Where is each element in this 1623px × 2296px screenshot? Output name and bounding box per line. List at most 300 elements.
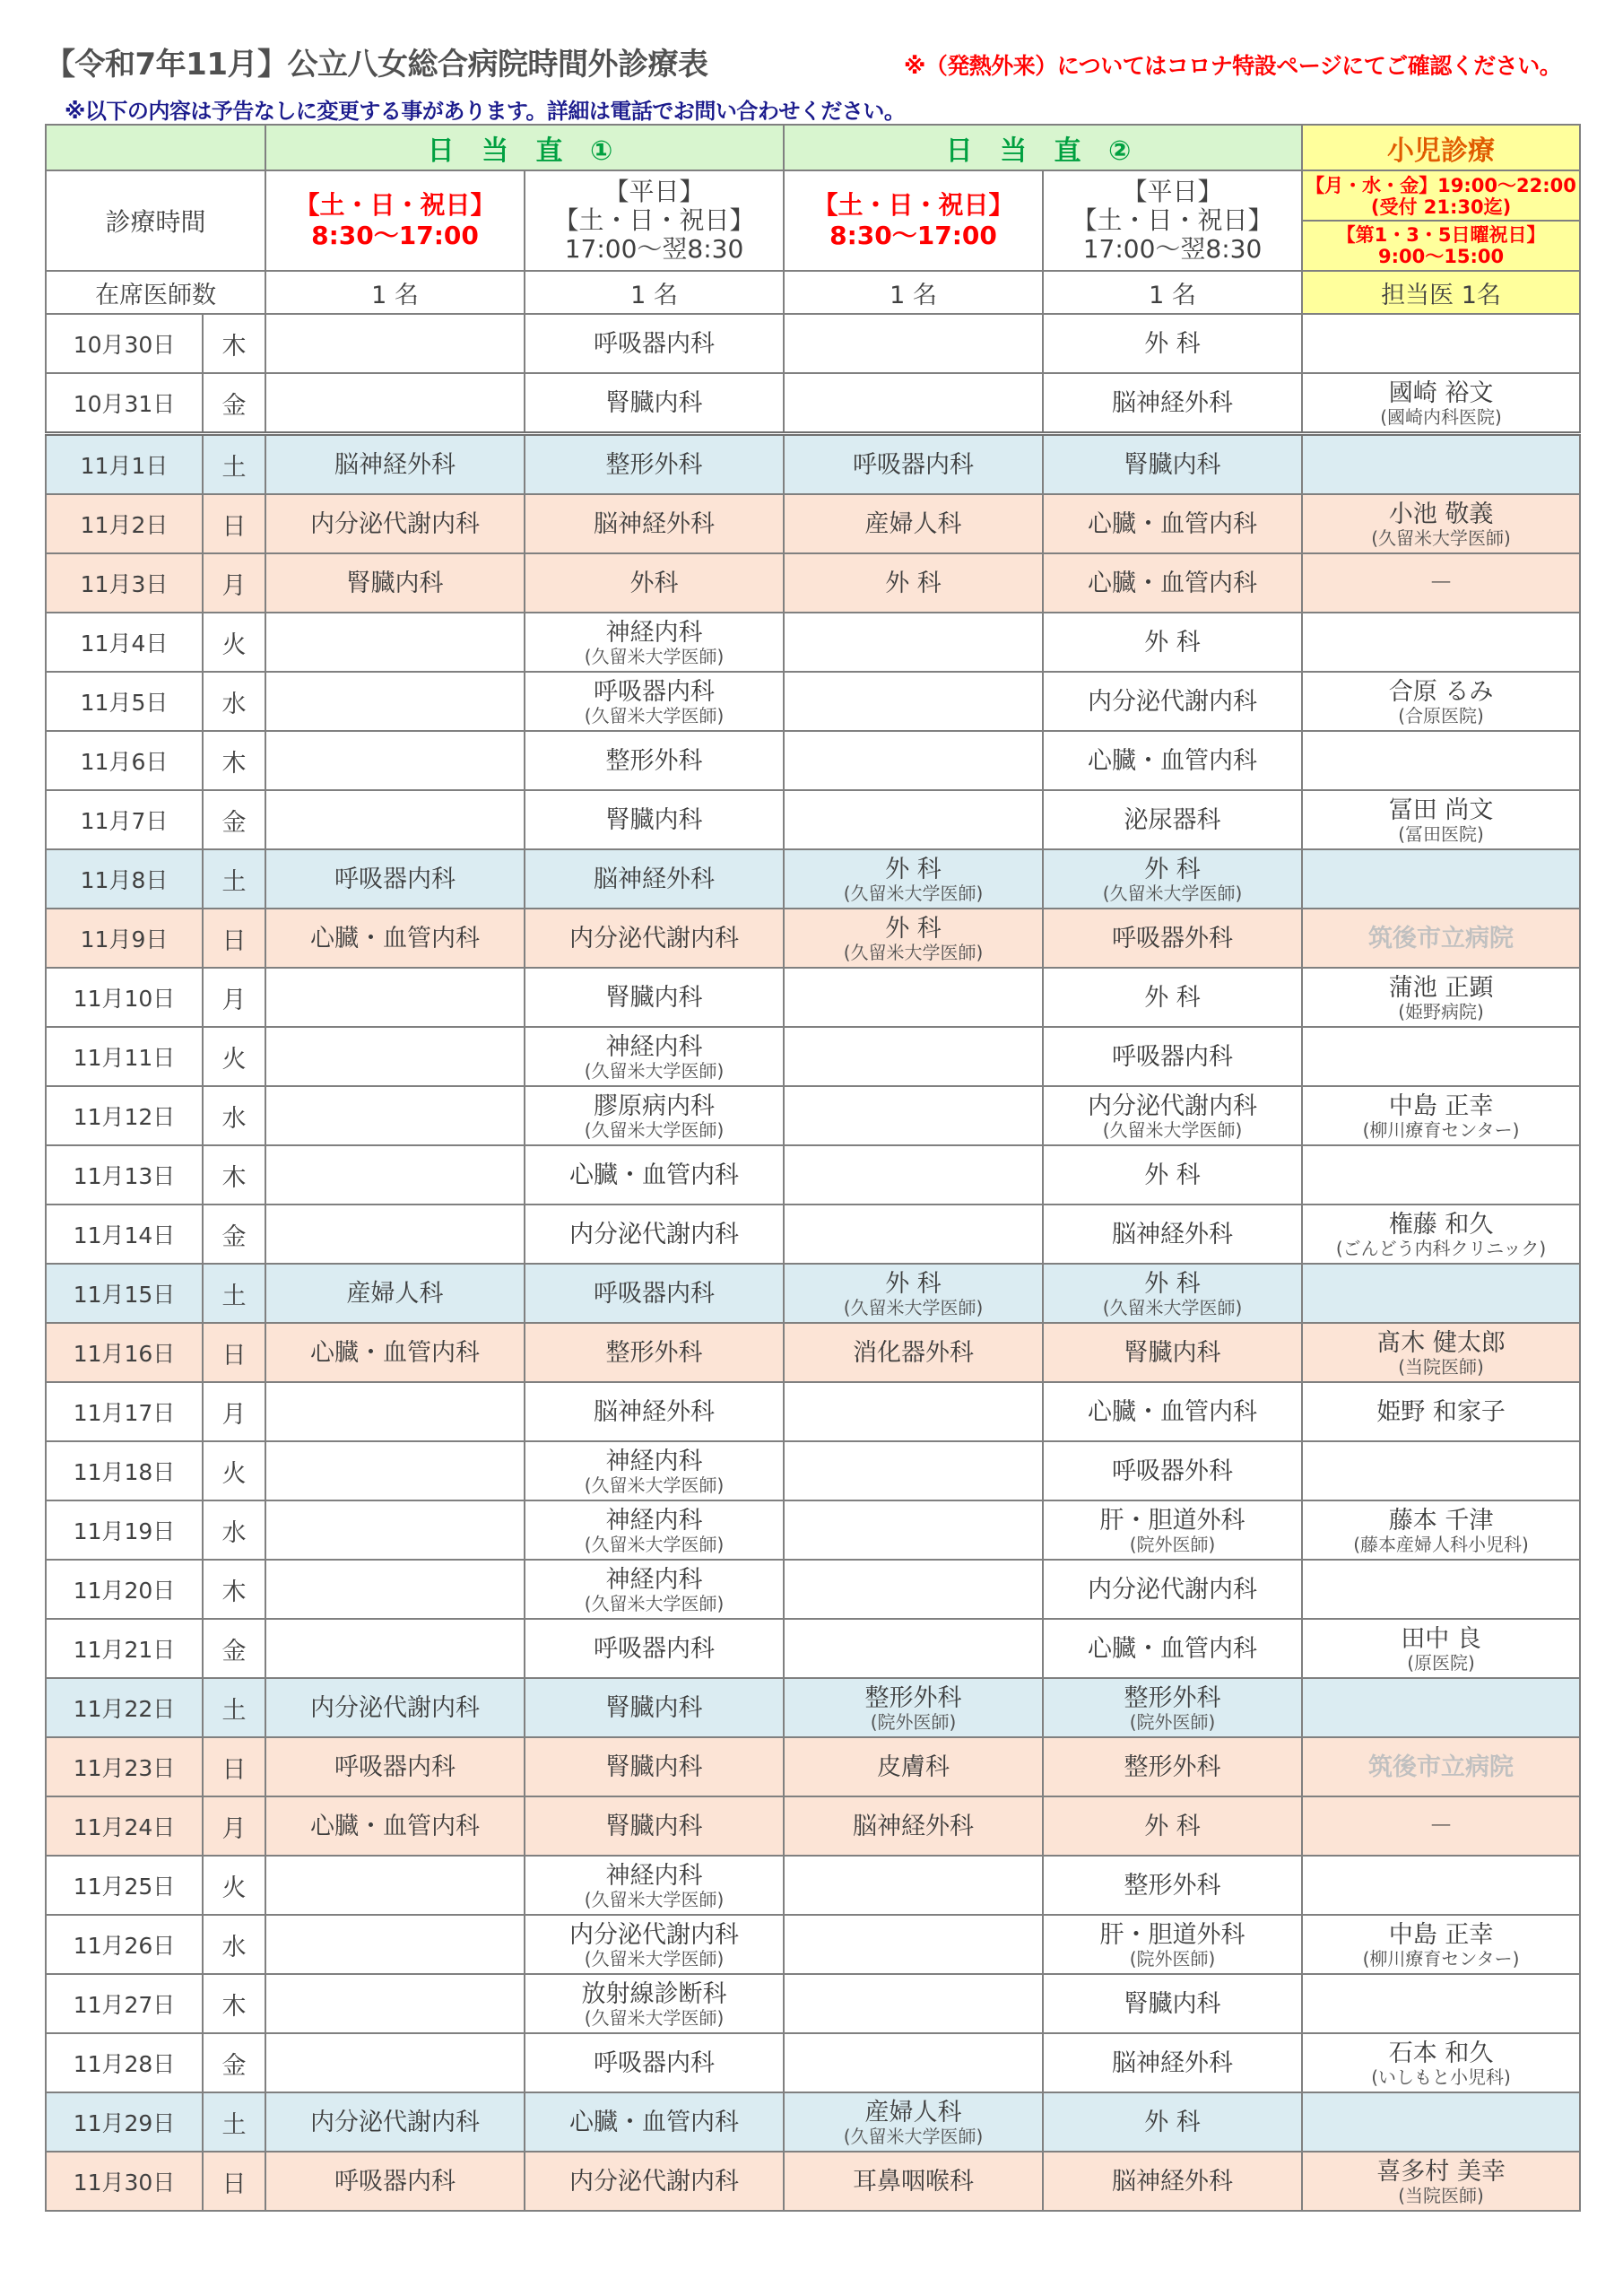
clinic-name: (合原医院)	[1398, 704, 1484, 726]
department-name: 腎臓内科	[1124, 1338, 1221, 1367]
department-name: 外 科	[1144, 1269, 1201, 1298]
department-name: 神経内科	[605, 1565, 703, 1594]
department-name: 呼吸器内科	[594, 1279, 715, 1308]
duty1-night-cell	[525, 553, 784, 613]
pediatric-cell	[1302, 1560, 1580, 1619]
weekday-cell: 水	[203, 1500, 265, 1560]
department-name: 外 科	[1144, 628, 1201, 657]
duty1-label: 日 当 直 ①	[427, 135, 622, 167]
table-row	[46, 434, 1580, 495]
date-cell: 11月27日	[46, 1974, 203, 2033]
duty1-weekend-cell	[265, 613, 525, 672]
table-row	[46, 2092, 1580, 2152]
duty1-night-cell	[525, 849, 784, 909]
doctor-name: －	[1428, 1812, 1454, 1840]
pediatric-cell	[1302, 494, 1580, 553]
duty2-night-cell	[1043, 314, 1302, 373]
department-name: 心臓・血管内科	[310, 924, 480, 952]
department-name: 呼吸器内科	[334, 865, 456, 893]
duty1-night-cell	[525, 1086, 784, 1145]
clinic-name: (ごんどう内科クリニック)	[1335, 1237, 1547, 1259]
doctor-affiliation: (院外医師)	[1129, 1533, 1216, 1555]
department-name: 肝・胆道外科	[1099, 1920, 1245, 1949]
weekday-cell: 木	[203, 1145, 265, 1205]
doctor-affiliation: (久留米大学医師)	[584, 645, 725, 667]
department-name: 腎臓内科	[605, 388, 703, 417]
table-row	[46, 1796, 1580, 1856]
date-cell: 11月5日	[46, 672, 203, 731]
table-row	[46, 1737, 1580, 1796]
weekday-cell: 金	[203, 2033, 265, 2092]
weekday-cell: 木	[203, 314, 265, 373]
department-name: 整形外科	[1124, 1871, 1221, 1900]
doctors-label-cell	[46, 271, 265, 314]
duty1-weekend-cell	[265, 1027, 525, 1086]
department-name: 外 科	[885, 855, 942, 883]
date-cell: 11月10日	[46, 968, 203, 1027]
weekday-cell: 月	[203, 1382, 265, 1441]
duty2-weekend-cell	[784, 731, 1043, 790]
doctor-name: 筑後市立病院	[1368, 1752, 1515, 1781]
duty2-night-cell	[1043, 1915, 1302, 1974]
department-name: 整形外科	[605, 1338, 703, 1367]
duty2-weekend-cell	[784, 1382, 1043, 1441]
department-name: 脳神経外科	[1112, 1220, 1234, 1248]
department-name: 整形外科	[605, 746, 703, 775]
pediatric-cell	[1302, 1382, 1580, 1441]
duty2-night-cell	[1043, 1264, 1302, 1323]
department-name: 外 科	[1144, 1812, 1201, 1840]
department-name: 腎臓内科	[605, 805, 703, 834]
weekday-cell: 土	[203, 434, 265, 495]
duty2-night-cell	[1043, 968, 1302, 1027]
duty2-weekend-cell	[784, 373, 1043, 434]
duty2-night-cell	[1043, 434, 1302, 495]
duty2-hours-night-days: 【土・日・祝日】	[1072, 205, 1273, 235]
weekday-cell: 木	[203, 1974, 265, 2033]
table-row	[46, 1086, 1580, 1145]
weekday-cell: 金	[203, 1619, 265, 1678]
duty1-weekend-cell	[265, 1382, 525, 1441]
duty2-weekend-cell	[784, 2033, 1043, 2092]
weekday-cell: 土	[203, 849, 265, 909]
duty2-hours-weekend-days: 【土・日・祝日】	[812, 190, 1014, 220]
department-name: 外 科	[1144, 855, 1201, 883]
department-name: 呼吸器内科	[594, 1634, 715, 1663]
table-row	[46, 1856, 1580, 1915]
date-cell: 11月16日	[46, 1323, 203, 1382]
date-cell: 11月25日	[46, 1856, 203, 1915]
department-name: 呼吸器内科	[594, 329, 715, 358]
duty1-weekend-cell	[265, 1264, 525, 1323]
department-name: 心臓・血管内科	[569, 2108, 739, 2136]
header-row-groups	[46, 125, 1580, 170]
date-cell: 11月9日	[46, 909, 203, 968]
table-row	[46, 373, 1580, 434]
date-cell: 11月13日	[46, 1145, 203, 1205]
doctor-affiliation: (久留米大学医師)	[584, 2006, 725, 2029]
date-cell: 11月8日	[46, 849, 203, 909]
duty2-weekend-cell	[784, 1915, 1043, 1974]
department-name: 脳神経外科	[594, 1397, 715, 1426]
duty1-night-cell	[525, 2092, 784, 2152]
duty1-weekend-cell	[265, 1086, 525, 1145]
doctor-affiliation: (久留米大学医師)	[584, 1118, 725, 1141]
weekday-cell: 金	[203, 790, 265, 849]
duty2-night-cell	[1043, 909, 1302, 968]
pediatric-cell	[1302, 968, 1580, 1027]
weekday-cell: 日	[203, 909, 265, 968]
duty1-weekend-cell	[265, 1560, 525, 1619]
duty2-weekend-cell	[784, 1027, 1043, 1086]
header-corner	[46, 125, 265, 170]
date-cell: 11月22日	[46, 1678, 203, 1737]
date-cell: 11月2日	[46, 494, 203, 553]
duty1-night-cell	[525, 1145, 784, 1205]
duty2-night-cell	[1043, 494, 1302, 553]
fever-notice: ※（発熱外来）についてはコロナ特設ページにてご確認ください。	[904, 53, 1562, 79]
duty1-weekend-cell	[265, 1619, 525, 1678]
weekday-cell: 土	[203, 1678, 265, 1737]
department-name: 心臓・血管内科	[310, 1338, 480, 1367]
pediatric-cell	[1302, 314, 1580, 373]
date-cell: 11月11日	[46, 1027, 203, 1086]
doctor-name: 中島 正幸	[1388, 1920, 1494, 1949]
department-name: 外 科	[1144, 983, 1201, 1012]
weekday-cell: 火	[203, 1856, 265, 1915]
doctor-name: 國崎 裕文	[1388, 378, 1494, 407]
pediatric-hours-sunday	[1303, 222, 1579, 269]
department-name: 内分泌代謝内科	[569, 1220, 739, 1248]
duty1-night-cell	[525, 373, 784, 434]
department-name: 腎臓内科	[1124, 1989, 1221, 2018]
duty1-weekend-cell	[265, 434, 525, 495]
weekday-cell: 日	[203, 1737, 265, 1796]
department-name: 産婦人科	[864, 2098, 962, 2126]
duty1-night-cell	[525, 434, 784, 495]
pediatric-cell	[1302, 1915, 1580, 1974]
weekday-cell: 金	[203, 1205, 265, 1264]
date-cell: 11月14日	[46, 1205, 203, 1264]
table-row	[46, 1027, 1580, 1086]
duty2-weekend-cell	[784, 672, 1043, 731]
duty2-weekend-cell	[784, 494, 1043, 553]
duty2-weekend-cell	[784, 1264, 1043, 1323]
duty1-weekend-cell	[265, 373, 525, 434]
duty2-hours-night	[1043, 170, 1302, 271]
table-row	[46, 494, 1580, 553]
duty1-hours-weekend-days: 【土・日・祝日】	[294, 190, 496, 220]
duty2-night-cell	[1043, 1323, 1302, 1382]
department-name: 整形外科	[864, 1683, 962, 1712]
table-row	[46, 672, 1580, 731]
weekday-cell: 火	[203, 1027, 265, 1086]
date-cell: 10月30日	[46, 314, 203, 373]
duty2-weekend-cell	[784, 1441, 1043, 1500]
weekday-cell: 水	[203, 672, 265, 731]
doctor-affiliation: (久留米大学医師)	[584, 1533, 725, 1555]
department-name: 腎臓内科	[605, 1693, 703, 1722]
department-name: 肝・胆道外科	[1099, 1506, 1245, 1535]
header-row-hours	[46, 170, 1580, 271]
department-name: 耳鼻咽喉科	[853, 2167, 975, 2196]
duty2-night-cell	[1043, 1027, 1302, 1086]
duty2-night-cell	[1043, 2033, 1302, 2092]
doctor-name: 石本 和久	[1388, 2039, 1494, 2067]
duty1-weekend-cell	[265, 1796, 525, 1856]
duty2-night-cell	[1043, 1086, 1302, 1145]
date-cell: 11月4日	[46, 613, 203, 672]
duty2-weekend-cell	[784, 2092, 1043, 2152]
duty2-weekend-cell	[784, 1323, 1043, 1382]
pediatric-cell	[1302, 1145, 1580, 1205]
duty2-hours-weekend	[784, 170, 1043, 271]
pediatric-cell	[1302, 613, 1580, 672]
duty2-night-cell	[1043, 1619, 1302, 1678]
schedule-table	[45, 124, 1581, 2212]
duty2-weekend-cell	[784, 1560, 1043, 1619]
department-name: 心臓・血管内科	[310, 1812, 480, 1840]
table-row	[46, 1560, 1580, 1619]
table-row	[46, 1915, 1580, 1974]
duty2-night-cell	[1043, 1441, 1302, 1500]
duty2-night-cell	[1043, 1678, 1302, 1737]
duty2-hours-night-weekday: 【平日】	[1122, 177, 1223, 206]
duty1-night-cell	[525, 968, 784, 1027]
pediatric-hours-weekday-time: 【月・水・金】19:00～22:00	[1306, 174, 1576, 196]
page-title: 【令和7年11月】公立八女総合病院時間外診療表	[45, 47, 708, 83]
department-name: 産婦人科	[864, 509, 962, 538]
weekday-cell: 木	[203, 1560, 265, 1619]
weekday-cell: 木	[203, 731, 265, 790]
table-row	[46, 1619, 1580, 1678]
duty2-night-cell	[1043, 613, 1302, 672]
duty2-night-cell	[1043, 1856, 1302, 1915]
pediatric-cell	[1302, 1500, 1580, 1560]
department-name: 産婦人科	[346, 1279, 444, 1308]
date-cell: 11月19日	[46, 1500, 203, 1560]
duty1-weekend-count	[265, 271, 525, 314]
department-name: 膠原病内科	[594, 1091, 715, 1120]
doctor-affiliation: (久留米大学医師)	[584, 1474, 725, 1496]
doctor-affiliation: (久留米大学医師)	[1102, 882, 1243, 904]
duty2-night-cell	[1043, 1205, 1302, 1264]
date-cell: 10月31日	[46, 373, 203, 434]
weekday-cell: 水	[203, 1086, 265, 1145]
date-cell: 11月3日	[46, 553, 203, 613]
clinic-name: (藤本産婦人科小児科)	[1353, 1533, 1529, 1555]
duty1-night-cell	[525, 1323, 784, 1382]
duty1-night-cell	[525, 1678, 784, 1737]
date-cell: 11月21日	[46, 1619, 203, 1678]
department-name: 呼吸器内科	[594, 2048, 715, 2077]
duty1-weekend-cell	[265, 1856, 525, 1915]
department-name: 脳神経外科	[1112, 2048, 1234, 2077]
pediatric-cell	[1302, 1737, 1580, 1796]
doctor-affiliation: (久留米大学医師)	[843, 1296, 984, 1318]
doctor-affiliation: (院外医師)	[1129, 1947, 1216, 1970]
doctor-affiliation: (久留米大学医師)	[584, 1888, 725, 1910]
table-row	[46, 2033, 1580, 2092]
duty2-night-cell	[1043, 553, 1302, 613]
pediatric-hours	[1302, 170, 1580, 271]
department-name: 外 科	[1144, 2108, 1201, 2136]
date-cell: 11月12日	[46, 1086, 203, 1145]
duty1-hours-night-time: 17:00～翌8:30	[564, 234, 744, 264]
doctor-name: 合原 るみ	[1388, 677, 1494, 706]
pediatric-cell	[1302, 2092, 1580, 2152]
duty2-night-count	[1043, 271, 1302, 314]
doctor-affiliation: (久留米大学医師)	[1102, 1118, 1243, 1141]
pediatric-cell	[1302, 1441, 1580, 1500]
duty2-weekend-cell	[784, 553, 1043, 613]
duty1-night-cell	[525, 1619, 784, 1678]
table-row	[46, 849, 1580, 909]
duty2-weekend-cell	[784, 1737, 1043, 1796]
duty1-night-count	[525, 271, 784, 314]
table-row	[46, 1441, 1580, 1500]
table-row	[46, 1678, 1580, 1737]
duty1-night-cell	[525, 314, 784, 373]
pediatric-hours-weekday	[1303, 172, 1579, 222]
duty2-weekend-cell	[784, 968, 1043, 1027]
department-name: 神経内科	[605, 618, 703, 647]
duty2-weekend-cell	[784, 1856, 1043, 1915]
department-name: 腎臓内科	[605, 983, 703, 1012]
department-name: 内分泌代謝内科	[310, 1693, 480, 1722]
duty1-weekend-cell	[265, 909, 525, 968]
duty1-weekend-cell	[265, 1205, 525, 1264]
duty2-weekend-cell	[784, 1205, 1043, 1264]
pediatric-cell	[1302, 553, 1580, 613]
duty2-weekend-cell	[784, 1619, 1043, 1678]
duty1-night-cell	[525, 1737, 784, 1796]
duty2-weekend-cell	[784, 790, 1043, 849]
table-row	[46, 1264, 1580, 1323]
weekday-cell: 月	[203, 1796, 265, 1856]
weekday-cell: 金	[203, 373, 265, 434]
duty1-weekend-cell	[265, 1678, 525, 1737]
duty1-hours-weekend-time: 8:30～17:00	[311, 221, 479, 250]
pediatric-cell	[1302, 1856, 1580, 1915]
doctor-affiliation: (久留米大学医師)	[1102, 1296, 1243, 1318]
duty2-night-cell	[1043, 1500, 1302, 1560]
duty1-weekend-cell	[265, 1737, 525, 1796]
duty1-weekend-cell	[265, 731, 525, 790]
pediatric-cell	[1302, 2033, 1580, 2092]
clinic-name: (いしもと小児科)	[1371, 2066, 1511, 2088]
doctor-affiliation: (久留米大学医師)	[584, 1592, 725, 1614]
doctor-affiliation: (久留米大学医師)	[584, 1947, 725, 1970]
clinic-name: (当院医師)	[1398, 1355, 1484, 1378]
doctor-name: 髙木 健太郎	[1376, 1328, 1506, 1357]
duty2-weekend-count	[784, 271, 1043, 314]
count-text: 1 名	[630, 281, 678, 309]
pediatric-count-text: 担当医 1名	[1381, 281, 1501, 309]
duty2-hours-weekend-time: 8:30～17:00	[829, 221, 997, 250]
clinic-name: (久留米大学医師)	[1371, 526, 1511, 549]
weekday-cell: 土	[203, 2092, 265, 2152]
duty2-night-cell	[1043, 731, 1302, 790]
header-row-count	[46, 271, 1580, 314]
table-row	[46, 1382, 1580, 1441]
table-row	[46, 1145, 1580, 1205]
clinic-name: (姫野病院)	[1398, 1000, 1484, 1022]
department-name: 心臓・血管内科	[1088, 509, 1258, 538]
date-cell: 11月1日	[46, 434, 203, 495]
department-name: 外 科	[885, 1269, 942, 1298]
duty2-night-cell	[1043, 790, 1302, 849]
doctor-name: 冨田 尚文	[1388, 796, 1494, 824]
department-name: 整形外科	[605, 450, 703, 479]
clinic-name: (当院医師)	[1398, 2184, 1484, 2206]
duty2-weekend-cell	[784, 2152, 1043, 2211]
duty1-weekend-cell	[265, 2152, 525, 2211]
department-name: 腎臓内科	[1124, 450, 1221, 479]
department-name: 神経内科	[605, 1506, 703, 1535]
duty2-weekend-cell	[784, 1500, 1043, 1560]
doctor-name: 権藤 和久	[1388, 1210, 1494, 1239]
doctor-name: 喜多村 美幸	[1376, 2157, 1506, 2186]
department-name: 心臓・血管内科	[1088, 746, 1258, 775]
department-name: 内分泌代謝内科	[1088, 1575, 1258, 1604]
department-name: 消化器外科	[853, 1338, 975, 1367]
weekday-cell: 日	[203, 494, 265, 553]
doctor-affiliation: (院外医師)	[870, 1710, 957, 1733]
duty1-hours-night-weekday: 【平日】	[603, 177, 705, 206]
department-name: 呼吸器内科	[334, 2167, 456, 2196]
department-name: 内分泌代謝内科	[1088, 687, 1258, 716]
pediatric-count	[1302, 271, 1580, 314]
duty1-night-cell	[525, 494, 784, 553]
duty2-weekend-cell	[784, 1678, 1043, 1737]
pediatric-cell	[1302, 1974, 1580, 2033]
duty1-night-cell	[525, 1560, 784, 1619]
department-name: 心臓・血管内科	[1088, 1397, 1258, 1426]
clinic-name: (國崎内科医院)	[1380, 405, 1502, 428]
pediatric-hours-weekday-reception: (受付 21:30迄)	[1370, 196, 1512, 218]
duty2-night-cell	[1043, 1560, 1302, 1619]
department-name: 心臓・血管内科	[1088, 1634, 1258, 1663]
department-name: 外 科	[1144, 1161, 1201, 1189]
count-text: 1 名	[1149, 281, 1196, 309]
pediatric-header	[1302, 125, 1580, 170]
duty2-hours-night-time: 17:00～翌8:30	[1082, 234, 1263, 264]
pediatric-cell	[1302, 1205, 1580, 1264]
duty2-weekend-cell	[784, 314, 1043, 373]
date-cell: 11月20日	[46, 1560, 203, 1619]
table-row	[46, 731, 1580, 790]
duty1-night-cell	[525, 1205, 784, 1264]
doctor-affiliation: (久留米大学医師)	[843, 882, 984, 904]
doctor-affiliation: (久留米大学医師)	[843, 2125, 984, 2147]
department-name: 呼吸器外科	[1112, 1457, 1234, 1485]
table-row	[46, 909, 1580, 968]
pediatric-cell	[1302, 1323, 1580, 1382]
department-name: 泌尿器科	[1124, 805, 1221, 834]
duty1-hours-weekend	[265, 170, 525, 271]
table-row	[46, 968, 1580, 1027]
department-name: 脳神経外科	[853, 1812, 975, 1840]
duty2-weekend-cell	[784, 613, 1043, 672]
department-name: 内分泌代謝内科	[310, 509, 480, 538]
hours-label: 診療時間	[105, 207, 206, 237]
department-name: 内分泌代謝内科	[569, 924, 739, 952]
date-cell: 11月15日	[46, 1264, 203, 1323]
department-name: 整形外科	[1124, 1683, 1221, 1712]
duty1-weekend-cell	[265, 790, 525, 849]
pediatric-cell	[1302, 849, 1580, 909]
